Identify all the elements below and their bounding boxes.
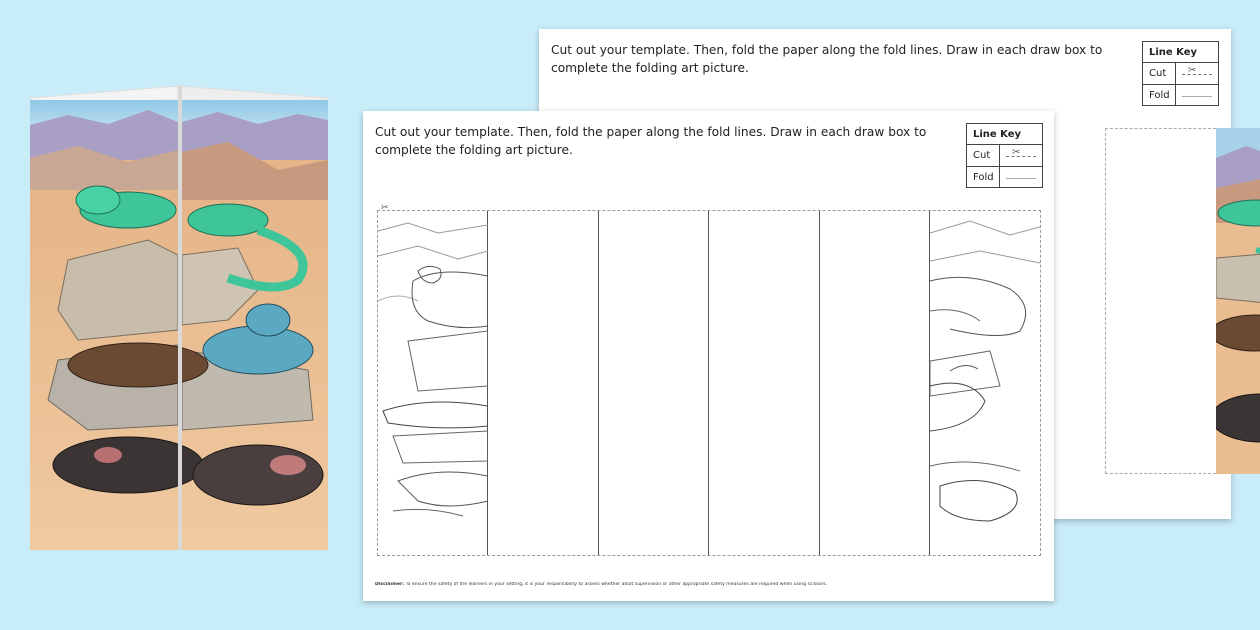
instructions-text: Cut out your template. Then, fold the paper along the fold lines. Draw in each draw box to complete the folding art picture. [375, 125, 927, 157]
draw-box-2[interactable] [599, 211, 709, 555]
scissors-icon: ✂ [1012, 147, 1021, 158]
disclaimer-text [375, 582, 1045, 587]
draw-box-1[interactable] [488, 211, 599, 555]
line-key-cut-label: Cut [1143, 63, 1176, 84]
line-key-cut-label: Cut [967, 145, 1000, 166]
disclaimer-label: Disclaimer: [375, 582, 405, 587]
fold-line-sample [1176, 85, 1218, 105]
folded-art-card [28, 80, 330, 550]
draw-box-4[interactable] [820, 211, 930, 555]
cut-line-sample [1000, 145, 1042, 166]
folded-card-illustration [28, 80, 330, 550]
outline-art-panel-right [930, 211, 1040, 555]
line-key-fold-label: Fold [967, 167, 1000, 187]
fold-line-sample [1000, 167, 1042, 187]
line-key-title: Line Key [967, 124, 1042, 145]
scissors-icon: ✂ [381, 203, 389, 213]
disclaimer-body: To ensure the safety of the learners in your setting, it is your responsibility to assess whether adult supervision or other appropriate safety measures are required when using scissors. [405, 582, 828, 587]
template-strip [1105, 128, 1216, 474]
line-key-cut-row [967, 145, 1042, 166]
line-key [966, 123, 1043, 188]
cut-line-sample [1176, 63, 1218, 84]
line-key-cut-row [1143, 63, 1218, 84]
line-key-fold-label: Fold [1143, 85, 1176, 105]
line-key-fold-row [967, 166, 1042, 187]
line-key [1142, 41, 1219, 106]
line-key-fold-row [1143, 84, 1218, 105]
worksheet-front [363, 111, 1054, 601]
line-key-title: Line Key [1143, 42, 1218, 63]
outline-art-panel-left [378, 211, 488, 555]
folding-template [377, 210, 1041, 556]
scissors-icon: ✂ [1188, 65, 1197, 76]
colored-art-panel [1216, 128, 1260, 474]
draw-box-3[interactable] [709, 211, 820, 555]
instructions-text: Cut out your template. Then, fold the paper along the fold lines. Draw in each draw box to complete the folding art picture. [551, 43, 1103, 75]
